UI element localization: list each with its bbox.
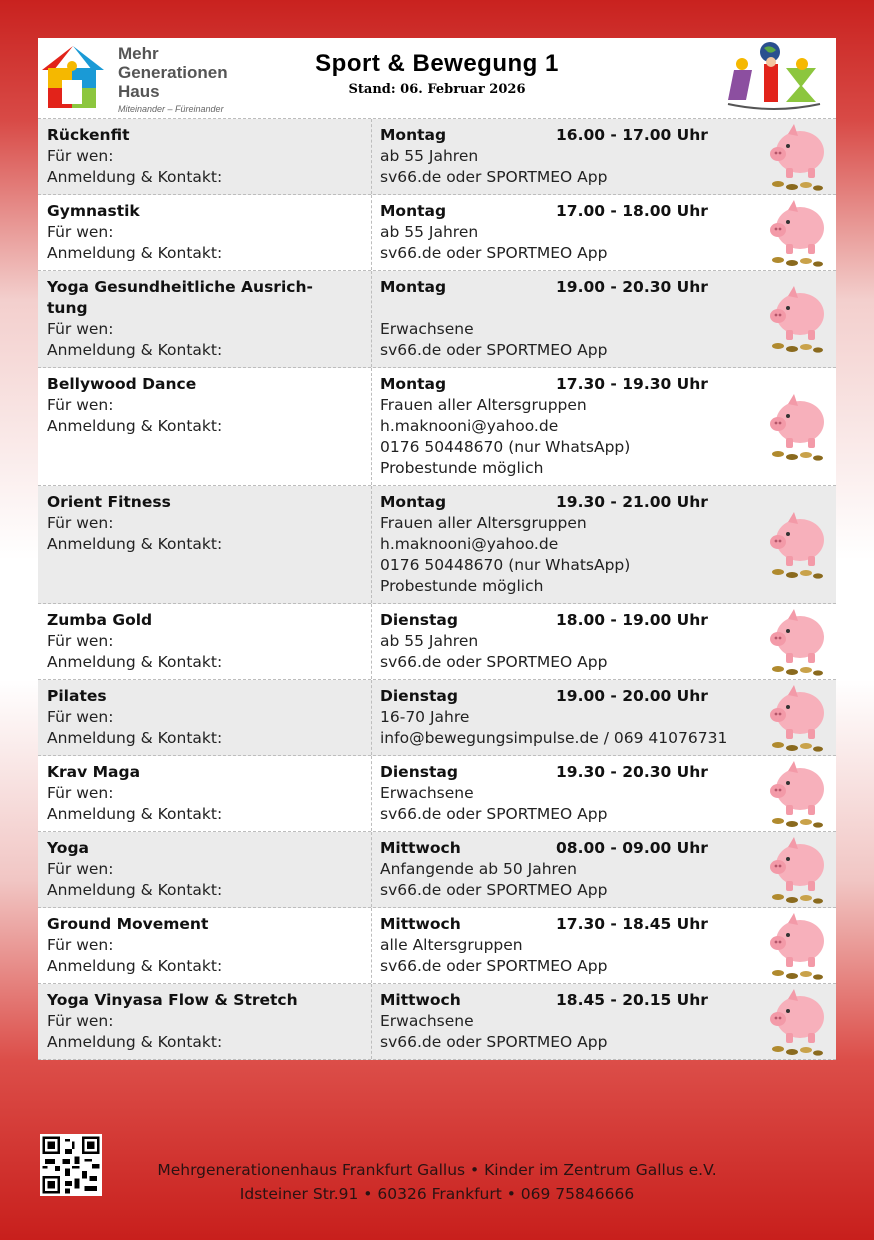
contact-line: sv66.de oder SPORTMEO App <box>380 1033 608 1051</box>
contact-label: Anmeldung & Kontakt: <box>47 729 223 747</box>
piggy-bank-icon <box>766 987 830 1057</box>
audience: alle Altersgruppen <box>380 936 523 954</box>
logo-line-2: Generationen <box>118 63 228 82</box>
piggy-bank-icon <box>766 122 830 192</box>
weekday: Mittwoch <box>380 839 461 857</box>
weekday: Montag <box>380 278 447 296</box>
course-list <box>38 119 836 1060</box>
contact-label: Anmeldung & Kontakt: <box>47 881 223 899</box>
time-range: 17.30 - 18.45 Uhr <box>556 915 708 933</box>
audience: Erwachsene <box>380 1012 474 1030</box>
contact-label: Anmeldung & Kontakt: <box>47 1033 223 1051</box>
contact-label: Anmeldung & Kontakt: <box>47 168 223 186</box>
time-range: 19.00 - 20.30 Uhr <box>556 278 708 296</box>
course-name: Bellywood Dance <box>47 375 197 393</box>
contact-label: Anmeldung & Kontakt: <box>47 244 223 262</box>
piggy-bank-icon <box>766 198 830 268</box>
course-name: Pilates <box>47 687 107 705</box>
table-row <box>38 984 836 1060</box>
course-name: Rückenfit <box>47 126 130 144</box>
course-name: Krav Maga <box>47 763 141 781</box>
course-cell <box>38 604 372 679</box>
table-row <box>38 271 836 368</box>
time-range: 08.00 - 09.00 Uhr <box>556 839 708 857</box>
course-name: Ground Movement <box>47 915 209 933</box>
course-cell <box>38 832 372 907</box>
time-range: 18.00 - 19.00 Uhr <box>556 611 708 629</box>
audience: ab 55 Jahren <box>380 223 479 241</box>
time-range: 16.00 - 17.00 Uhr <box>556 126 708 144</box>
time-range: 19.00 - 20.00 Uhr <box>556 687 708 705</box>
who-label: Für wen: <box>47 396 114 414</box>
table-row <box>38 832 836 908</box>
header <box>38 38 836 119</box>
time-range: 19.30 - 20.30 Uhr <box>556 763 708 781</box>
audience: ab 55 Jahren <box>380 632 479 650</box>
piggy-bank-icon <box>766 607 830 677</box>
table-row <box>38 368 836 486</box>
footer-line-1: Mehrgenerationenhaus Frankfurt Gallus • Kinder im Zentrum Gallus e.V. <box>157 1161 717 1179</box>
details-cell <box>372 756 836 831</box>
contact-line: sv66.de oder SPORTMEO App <box>380 341 608 359</box>
contact-line: sv66.de oder SPORTMEO App <box>380 168 608 186</box>
contact-line: sv66.de oder SPORTMEO App <box>380 244 608 262</box>
details-cell <box>372 984 836 1059</box>
details-cell <box>372 119 836 194</box>
piggy-bank-icon <box>766 835 830 905</box>
table-row <box>38 908 836 984</box>
contact-line: sv66.de oder SPORTMEO App <box>380 957 608 975</box>
course-name: Gymnastik <box>47 202 140 220</box>
details-cell <box>372 195 836 270</box>
table-row <box>38 195 836 271</box>
table-row <box>38 756 836 832</box>
contact-label: Anmeldung & Kontakt: <box>47 805 223 823</box>
time-range: 17.00 - 18.00 Uhr <box>556 202 708 220</box>
course-name-cont: tung <box>47 299 88 317</box>
details-cell <box>372 271 836 367</box>
audience: Frauen aller Altersgruppen <box>380 396 587 414</box>
table-row <box>38 604 836 680</box>
audience: Erwachsene <box>380 320 474 338</box>
who-label: Für wen: <box>47 936 114 954</box>
schedule-sheet <box>38 38 836 1060</box>
weekday: Montag <box>380 126 447 144</box>
weekday: Mittwoch <box>380 915 461 933</box>
page-title: Sport & Bewegung 1 <box>315 50 559 77</box>
contact-label: Anmeldung & Kontakt: <box>47 653 223 671</box>
contact-line: 0176 50448670 (nur WhatsApp) <box>380 556 631 574</box>
weekday: Dienstag <box>380 763 458 781</box>
time-range: 19.30 - 21.00 Uhr <box>556 493 708 511</box>
who-label: Für wen: <box>47 223 114 241</box>
audience: Frauen aller Altersgruppen <box>380 514 587 532</box>
course-cell <box>38 756 372 831</box>
piggy-bank-icon <box>766 510 830 580</box>
course-cell <box>38 908 372 983</box>
who-label: Für wen: <box>47 514 114 532</box>
piggy-bank-icon <box>766 911 830 981</box>
contact-label: Anmeldung & Kontakt: <box>47 535 223 553</box>
footer-line-2: Idsteiner Str.91 • 60326 Frankfurt • 069 75846666 <box>239 1185 635 1203</box>
footer-address <box>0 1158 874 1206</box>
course-cell <box>38 195 372 270</box>
contact-line: h.maknooni@yahoo.de <box>380 535 559 553</box>
contact-line: Probestunde möglich <box>380 459 544 477</box>
table-row <box>38 119 836 195</box>
contact-line: sv66.de oder SPORTMEO App <box>380 881 608 899</box>
time-range: 17.30 - 19.30 Uhr <box>556 375 708 393</box>
weekday: Dienstag <box>380 611 458 629</box>
details-cell <box>372 908 836 983</box>
contact-label: Anmeldung & Kontakt: <box>47 341 223 359</box>
logo-line-3: Haus <box>118 82 160 101</box>
weekday: Montag <box>380 375 447 393</box>
contact-line: sv66.de oder SPORTMEO App <box>380 653 608 671</box>
who-label: Für wen: <box>47 1012 114 1030</box>
who-label: Für wen: <box>47 320 114 338</box>
who-label: Für wen: <box>47 147 114 165</box>
piggy-bank-icon <box>766 284 830 354</box>
course-cell <box>38 368 372 485</box>
time-range: 18.45 - 20.15 Uhr <box>556 991 708 1009</box>
who-label: Für wen: <box>47 784 114 802</box>
details-cell <box>372 486 836 603</box>
details-cell <box>372 604 836 679</box>
date-stamp: Stand: 06. Februar 2026 <box>348 82 526 97</box>
weekday: Mittwoch <box>380 991 461 1009</box>
weekday: Montag <box>380 202 447 220</box>
title-block <box>38 50 836 97</box>
course-name: Yoga <box>47 839 90 857</box>
course-cell <box>38 271 372 367</box>
contact-line: Probestunde möglich <box>380 577 544 595</box>
course-name: Yoga Gesundheitliche Ausrich- <box>47 278 313 296</box>
footer <box>0 1128 874 1208</box>
course-cell <box>38 119 372 194</box>
contact-line: h.maknooni@yahoo.de <box>380 417 559 435</box>
who-label: Für wen: <box>47 632 114 650</box>
course-cell <box>38 984 372 1059</box>
table-row <box>38 680 836 756</box>
who-label: Für wen: <box>47 860 114 878</box>
course-name: Orient Fitness <box>47 493 171 511</box>
weekday: Dienstag <box>380 687 458 705</box>
details-cell <box>372 680 836 755</box>
contact-line: 0176 50448670 (nur WhatsApp) <box>380 438 631 456</box>
course-cell <box>38 486 372 603</box>
who-label: Für wen: <box>47 708 114 726</box>
audience: ab 55 Jahren <box>380 147 479 165</box>
course-cell <box>38 680 372 755</box>
piggy-bank-icon <box>766 392 830 462</box>
table-row <box>38 486 836 604</box>
contact-line: info@bewegungsimpulse.de / 069 41076731 <box>380 729 728 747</box>
details-cell <box>372 832 836 907</box>
audience: 16-70 Jahre <box>380 708 470 726</box>
logo-line-1: Mehr <box>118 44 159 63</box>
kiz-gallus-logo-icon <box>724 40 824 114</box>
details-cell <box>372 368 836 485</box>
piggy-bank-icon <box>766 759 830 829</box>
piggy-bank-icon <box>766 683 830 753</box>
weekday: Montag <box>380 493 447 511</box>
contact-line: sv66.de oder SPORTMEO App <box>380 805 608 823</box>
audience: Erwachsene <box>380 784 474 802</box>
contact-label: Anmeldung & Kontakt: <box>47 957 223 975</box>
course-name: Yoga Vinyasa Flow & Stretch <box>47 991 298 1009</box>
logo-tagline: Miteinander – Füreinander <box>118 104 224 114</box>
course-name: Zumba Gold <box>47 611 153 629</box>
contact-label: Anmeldung & Kontakt: <box>47 417 223 435</box>
audience: Anfangende ab 50 Jahren <box>380 860 577 878</box>
